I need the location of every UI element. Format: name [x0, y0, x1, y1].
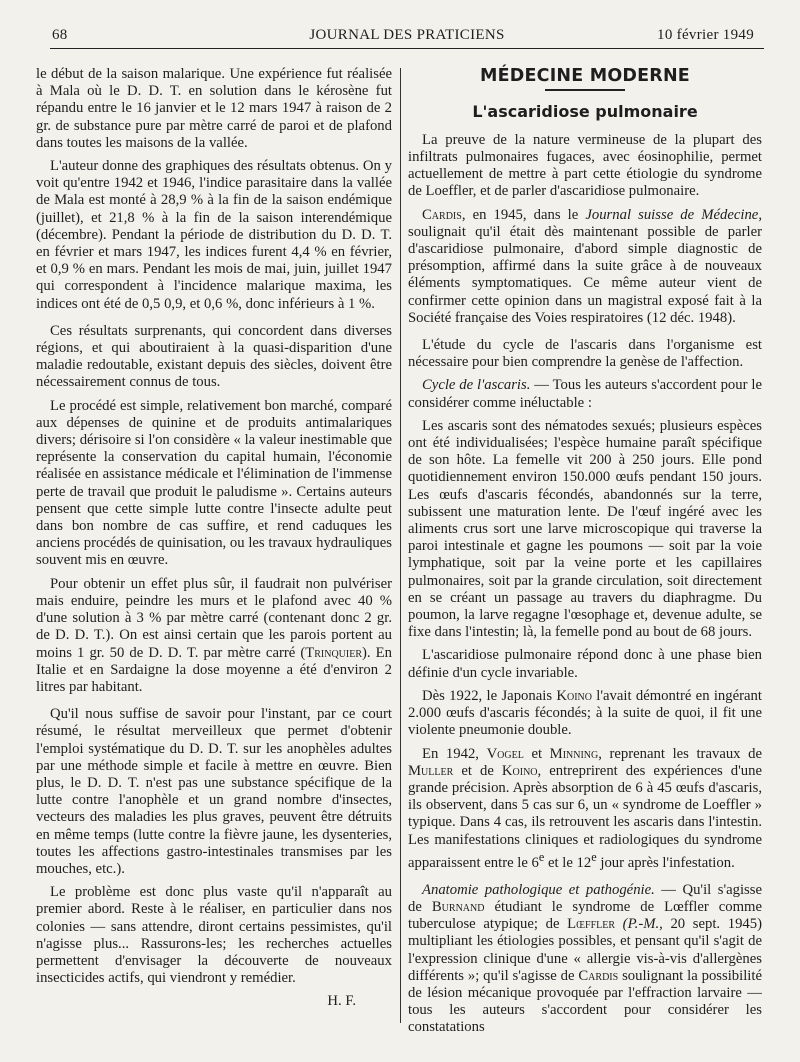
- author-name: Trinquier: [305, 644, 362, 661]
- column-divider: [400, 68, 401, 1023]
- paragraph: Ces résultats surprenants, qui concordent dans diverses régions, et qui aboutiraient à la quasi-disparition d'une maladie redoutable, existant depuis des siècles, doivent être nécessairement connus de tous.: [36, 322, 392, 391]
- superscript: e: [538, 849, 545, 864]
- article-title: L'ascaridiose pulmonaire: [472, 101, 698, 121]
- paragraph: [408, 882, 762, 1037]
- paragraph: La preuve de la nature vermineuse de la plupart des infiltrats pulmonaires fugaces, avec éosinophilie, permet actuellement de mettre à part cette étiologie du syndrome de Loeffler, et de parler d'ascaridiose pulmonaire.: [408, 131, 762, 200]
- author-name: Burnand: [431, 899, 485, 916]
- title-underline: [545, 89, 625, 90]
- journal-title: JOURNAL DES PRATICIENS: [309, 27, 505, 43]
- text-run: soulignant la possibilité de lésion mécanique provoquée par l'effraction larvaire — tous les auteurs s'accordent pour considérer les constatations: [408, 967, 762, 1036]
- paragraph: L'étude du cycle de l'ascaris dans l'organisme est nécessaire pour bien comprendre la genèse de l'affection.: [408, 337, 762, 371]
- author-name: Lœffler: [567, 916, 616, 933]
- signature: H. F.: [327, 993, 356, 1010]
- superscript: e: [591, 849, 597, 864]
- author-name: Muller: [408, 762, 454, 779]
- paragraph: le début de la saison malarique. Une expérience fut réalisée à Mala où le D. D. T. en solution dans le kérosène fut répandu entre le 16 janvier et le 12 mars 1947 à raison de 2 gr. de substance pure par mètre carré de paroi et de plafond dans toutes les maisons de la vallée.: [36, 66, 392, 151]
- text-run: , en 1945, dans le: [461, 206, 586, 223]
- left-column: [36, 66, 392, 1011]
- text-run: Dès 1922, le Japonais: [422, 687, 557, 704]
- paragraph: L'ascaridiose pulmonaire répond donc à une phase bien définie d'un cycle invariable.: [408, 647, 762, 681]
- author-initials: (P.-M.,: [615, 916, 663, 933]
- page-number: 68: [52, 27, 68, 43]
- text-run: jour après l'infestation.: [596, 854, 735, 871]
- paragraph: Les ascaris sont des nématodes sexués; plusieurs espèces ont été individualisées; l'espèce humaine paraît spécifique de son hôte. La femelle vit 200 à 250 jours. Elle pond quotidiennement environ 150.000 œufs pendant 150 jours. Les œufs d'ascaris fécondés, abandonnés sur la terre, subissent une maturation lente. De l'œuf ingéré avec les aliments crus sort une larve microscopique qui traverse la paroi intestinale et gagne les poumons — soit par la voie lymphatique, soit par la veine porte et les capillaires pulmonaires, soit par la grande circulation, soit directement en se créant un passage au travers du diaphragme. Du poumon, la larve regagne l'œsophage et, devenue adulte, se fixe dans l'intestin; là, la femelle pond au bout de 68 jours.: [408, 417, 762, 641]
- paragraph: Le problème est donc plus vaste qu'il n'apparaît au premier abord. Reste à le réaliser, en particulier dans nos colonies — sans attendre, diront certains pessimistes, qu'il n'agisse plus... Rassurons-les; les recherches actuelles permettent d'envisager la découverte de nouveaux insecticides actifs, qui viendront y remédier.: [36, 884, 392, 987]
- paragraph: Qu'il nous suffise de savoir pour l'instant, par ce court résumé, le résultat merveilleux que permet d'obtenir l'emploi systématique du D. D. T. sur les anophèles adultes par une méthode simple et facile à mettre en œuvre. Bien plus, le D. D. T. n'est pas une substance spécifique de la lutte contre l'anophèle et un grand nombre d'insectes, vecteurs des maladies les plus graves, peuvent être détruits en même temps (lutte contre la fièvre jaune, les dysenteries, toutes les affections gastro-intestinales transmises par les mouches, etc.).: [36, 706, 392, 877]
- text-run: l'avait démontré en ingérant 2.000 œufs d'ascaris fécondés; à la suite de quoi, il fit une violente pneumonie double.: [408, 687, 762, 739]
- section-title: MÉDECINE MODERNE: [480, 66, 690, 86]
- paragraph: Le procédé est simple, relativement bon marché, comparé aux dépenses de quinine et de produits antimalariques divers; dérisoire si l'on considère « la valeur inestimable que représente la conservation du capital humain, l'économie réalisée en assistance médicale et l'élimination de l'immense perte de travail que produit le paludisme ». Certains auteurs pensent que cette simple lutte contre l'insecte adulte peut dans bon nombre de cas suffire, et rend caduques les anciens procédés de quinisation, ou les travaux hydrauliques souvent mis en œuvre.: [36, 397, 392, 569]
- text-run: En 1942,: [422, 745, 487, 762]
- text-run: — Qu'il s'agisse de: [408, 881, 762, 916]
- text-run: , soulignait qu'il était dès maintenant possible de parler d'ascaridiose pulmonaire, d'abord simple diagnostic de présomption, affirmé dans la suite grâce à de nouveaux éléments symptomatiques. Ce même auteur vient de confirmer cette opinion dans un magistral exposé fait à la Société française des Voies respiratoires (12 déc. 1948).: [408, 206, 762, 326]
- journal-name: Journal suisse de Médecine: [585, 206, 759, 223]
- text-run: , entreprirent des expériences d'une grande précision. Après absorption de 6 à 45 œufs d'ascaris, ils observent, dans 5 cas sur 6, un « syndrome de Loeffler » typique. Dans 4 cas, ils retrouvent les ascaris dans l'intestin. Les manifestations cliniques et radiologiques du syndrome apparaissent entre le 6: [408, 762, 762, 871]
- text-run: Pour obtenir un effet plus sûr, il faudrait non pulvériser mais enduire, peindre les murs et le plafond avec 40 % d'une solution à 3 % par mètre carré (contenant donc 2 gr. de D. D. T.). On est ainsi certain que les parois portent au moins 1 gr. 50 de D. D. T. par mètre carré (: [36, 575, 392, 661]
- paragraph: [408, 207, 762, 327]
- right-column: [408, 66, 762, 1043]
- paragraph: [408, 746, 762, 872]
- text-run: et: [523, 745, 550, 762]
- issue-date: 10 février 1949: [657, 27, 754, 43]
- text-run: et le 12: [544, 854, 592, 871]
- author-name: Cardis: [422, 206, 462, 223]
- subsection-title: Anatomie pathologique et pathogénie.: [422, 881, 655, 898]
- author-name: Minning: [549, 745, 599, 762]
- text-run: — Tous les auteurs s'accordent pour le considérer comme inéluctable :: [408, 377, 762, 411]
- page-header: [50, 26, 764, 49]
- author-name: Koino: [556, 687, 592, 704]
- paragraph: [408, 688, 762, 740]
- paragraph: [408, 377, 762, 411]
- author-name: Cardis: [578, 967, 619, 984]
- text-run: étudiant le syndrome de Lœffler comme tuberculose atypique; de: [408, 899, 762, 933]
- text-run: , reprenant les travaux de: [598, 745, 762, 762]
- author-name: Vogel: [486, 745, 524, 762]
- paragraph: [36, 576, 392, 696]
- subsection-title: Cycle de l'ascaris.: [422, 377, 531, 394]
- text-run: ). En Italie et en Sardaigne la dose moyenne a été d'environ 2 litres par habitant.: [36, 644, 392, 695]
- paragraph: L'auteur donne des graphiques des résultats obtenus. On y voit qu'entre 1942 et 1946, l'indice parasitaire dans la vallée de Mala est monté à 28,9 % à la fin de la saison endémique (juillet), et 21,8 % à la fin de la saison interendémique (décembre). Pendant la période de distribution du D. D. T. en février et mars 1947, les indices furent 4,4 % en février, et 0,9 % en mars. Pendant les mois de mai, juin, juillet 1947 qui correspondent à l'incidence malarique maxima, les indices ont été de 0,5 0,9, et 0,6 %, donc inférieurs à 1 %.: [36, 158, 392, 312]
- author-name: Koino: [501, 762, 538, 779]
- text-run: 20 sept. 1945) multipliant les étiologies possibles, et pensant qu'il s'agit de l'expression clinique d'une « allergie vis-à-vis d'allergènes différents »; qu'il s'agisse de: [408, 916, 763, 984]
- text-run: et de: [453, 762, 502, 779]
